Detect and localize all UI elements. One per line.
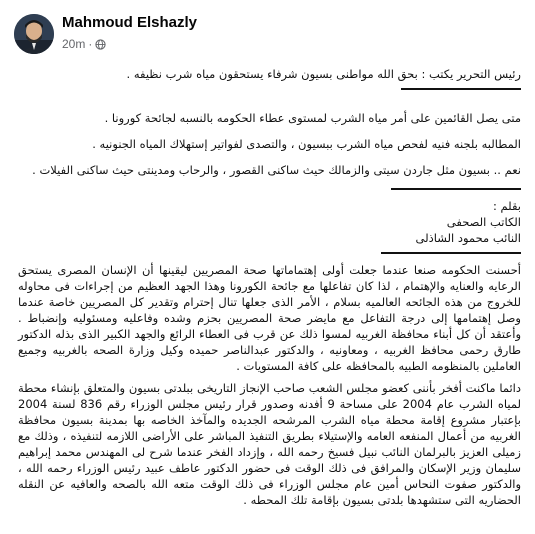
post-header — [14, 12, 524, 56]
globe-icon[interactable] — [95, 39, 106, 50]
post-body — [18, 62, 521, 508]
byline-name: النائب محمود الشاذلى — [415, 231, 521, 245]
body-paragraph: دائما ماكنت أفخر بأننى كعضو مجلس الشعب صاحب الإنجاز التاريخى ببلدتى بسيون والمتعلق بإنشاء محطة لمياه الشرب عام 2004 على مساحة 9 أفدنه وصدور قرار رئيس مجلس الوزراء رقم 836 لسنة 2004 بإعتبار مشروع إقامة محطة مياه الشرب المرشحه الجديده والمآخذ الخاصه بها بمدينة بسيون محافظة الغربيه من أعمال المنفعه العامه والإستيلاء بطريق التنفيذ المباشر على الأراضى اللازمه لتنفيذه ، وذلك مع زميلى العزيز بالبرلمان النائب نبيل فسيخ رحمه الله ، وإزداد الفخر عندما شرح لى المهندس محمد إبراهيم سليمان وزير الإسكان والمرافق فى ذلك الوقت فى حضور الدكتور عاطف عبيد رئيس الوزراء رحمه الله ، والدكتور صفوت النحاس أمين عام مجلس الوزراء فى ذلك الوقت متعه الله بالصحه والعافيه عن النقله الحضاريه التى ستشهدها بلدتى بسيون بإقامة تلك المحطه . — [18, 381, 522, 507]
headline: رئيس التحرير يكتب : بحق الله مواطنى بسيون شرفاء يستحقون مياه شرب نظيفه . — [126, 67, 521, 81]
meta-dot: · — [88, 37, 93, 51]
post-meta — [62, 37, 106, 51]
body-paragraph: أحسنت الحكومه صنعا عندما جعلت أولى إهتماماتها صحة المصريين ليقينها أن الإنسان المصرى يستحق الرعايه والعنايه والإهتمام ، لذا كان تفاعلها مع جائحة الكورونا وهذا الجهد العظيم من إجراءات فى محاوله للخروج من هذه الجائحه العالميه بسلام ، الأمر الذى جعلها تنال إحترام وتقدير كل المصريين خاصة عندما وصل إهتمامها إلى درجة التفاعل مع مايضر صحة المصريين بحزم وشده وفاعليه ومسئوليه وإنضباط . وأعتقد أن كل أبناء محافظة الغربيه لمسوا ذلك عن قرب فى العطاء الرائع والجهد الكبير الذى بذله الدكتور طارق رحمى محافظ الغربيه ، ومعاونيه ، والدكتور عبدالناصر حميده وكيل وزارة الصحه بالغربيه وجميع العاملين بالمنظومه الطبيه بالمحافظه على كافة المستويات . — [18, 263, 521, 373]
byline-title: الكاتب الصحفى — [446, 215, 521, 229]
separator — [401, 88, 521, 90]
profile-photo-icon — [14, 14, 54, 54]
intro-line: نعم .. بسيون مثل جاردن سيتى والزمالك حيث ساكنى القصور ، والرحاب ومدينتى حيث ساكنى الفيلات . — [32, 163, 521, 177]
separator — [391, 188, 521, 190]
byline-label: بقلم : — [492, 199, 521, 213]
avatar[interactable] — [14, 14, 54, 54]
post-time[interactable]: 20m — [62, 37, 86, 51]
post-author-name[interactable]: Mahmoud Elshazly — [62, 14, 198, 31]
intro-line: المطالبه بلجنه فنيه لفحص مياه الشرب ببسيون ، والتصدى لفواتير إستهلاك المياه الجنونيه . — [92, 137, 521, 151]
intro-line: متى يصل القائمين على أمر مياه الشرب لمستوى عطاء الحكومه بالنسبه لجائحة كورونا . — [104, 111, 521, 125]
separator — [381, 252, 521, 254]
